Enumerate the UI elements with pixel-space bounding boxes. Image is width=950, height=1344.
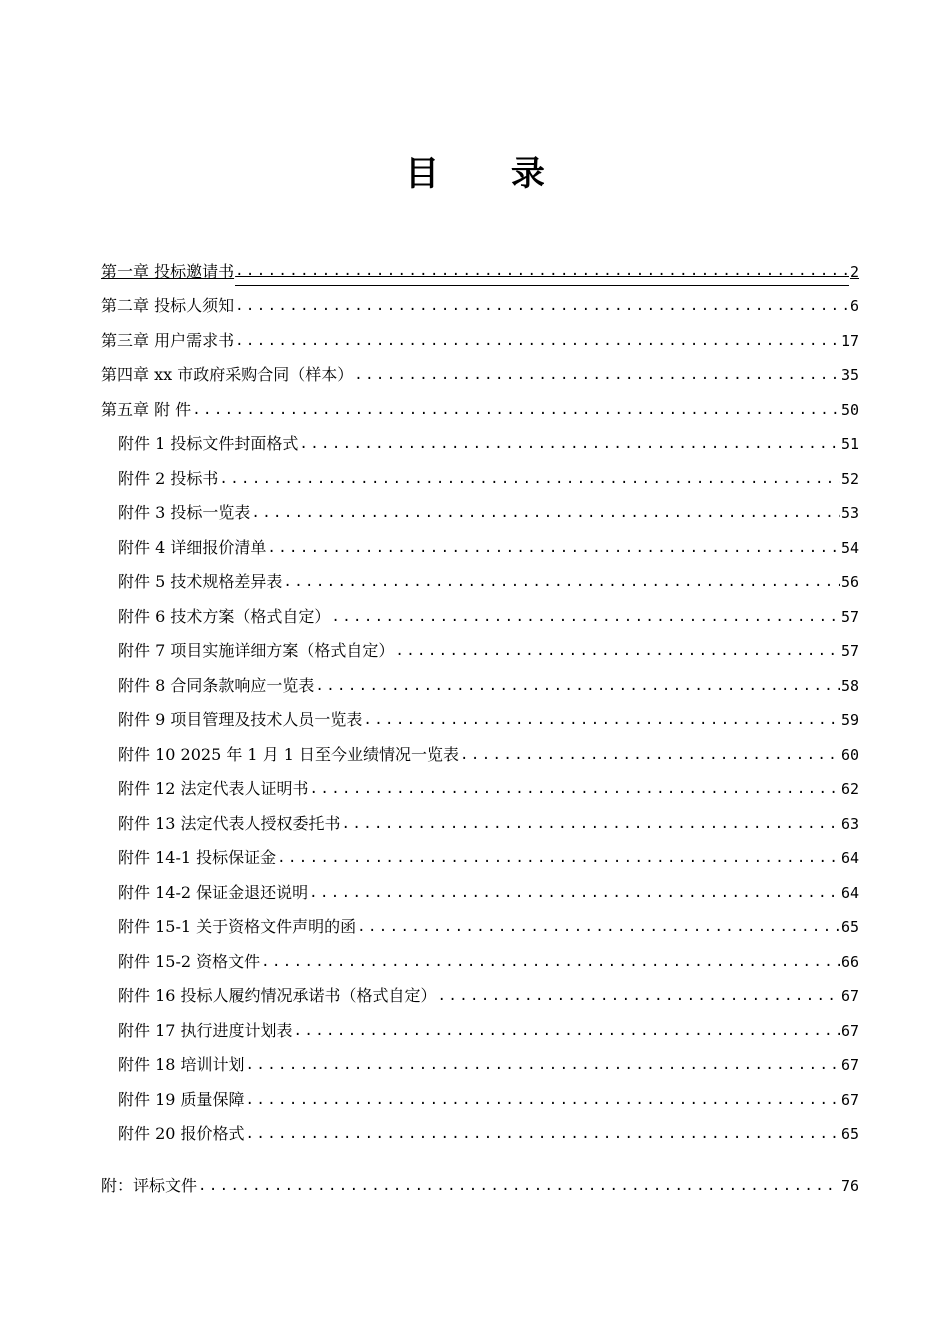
toc-entry-label: 附：评标文件 bbox=[101, 1175, 198, 1195]
toc-entry-label: 附件 9 项目管理及技术人员一览表 bbox=[118, 710, 363, 729]
toc-entry-label: 附件 14-2 保证金退还说明 bbox=[118, 882, 309, 902]
toc-entry-label: 附件 3 投标一览表 bbox=[118, 503, 251, 522]
toc-page-number: 64 bbox=[840, 883, 859, 902]
toc-entry-label: 附件 16 投标人履约情况承诺书（格式自定） bbox=[118, 986, 437, 1005]
toc-entry-label: 第五章 附 件 bbox=[101, 399, 192, 419]
toc-dot-leader bbox=[315, 672, 840, 700]
toc-page-number: 57 bbox=[840, 607, 859, 626]
toc-entry[interactable] bbox=[101, 872, 859, 907]
toc-entry-label: 附件 6 技术方案（格式自定） bbox=[118, 606, 331, 626]
toc-entry-label: 附件 19 质量保障 bbox=[118, 1089, 245, 1109]
toc-page-number: 35 bbox=[840, 366, 859, 384]
toc-page-number: 76 bbox=[840, 1176, 859, 1195]
toc-entry-label: 附件 17 执行进度计划表 bbox=[118, 1020, 293, 1040]
toc-dot-leader bbox=[219, 465, 840, 493]
toc-entry[interactable] bbox=[101, 976, 859, 1011]
toc-entry-label: 附件 7 项目实施详细方案（格式自定） bbox=[118, 641, 395, 660]
toc-dot-leader bbox=[354, 361, 840, 389]
toc-dot-leader bbox=[246, 1051, 840, 1079]
toc-page-number: 53 bbox=[840, 504, 859, 522]
toc-entry-label: 附件 12 法定代表人证明书 bbox=[118, 779, 309, 798]
toc-entry[interactable] bbox=[101, 838, 859, 873]
toc-entry[interactable] bbox=[101, 355, 859, 390]
toc-page-number: 62 bbox=[840, 780, 859, 798]
toc-dot-leader bbox=[267, 534, 840, 562]
toc-entry-label: 第二章 投标人须知 bbox=[101, 296, 235, 315]
toc-page-number: 60 bbox=[840, 745, 859, 764]
toc-page-number: 56 bbox=[840, 573, 859, 591]
toc-dot-leader bbox=[235, 327, 840, 355]
toc-dot-leader bbox=[192, 396, 840, 424]
toc-dot-leader bbox=[277, 844, 840, 872]
toc-entry[interactable] bbox=[101, 562, 859, 597]
toc-page-number: 63 bbox=[840, 814, 859, 833]
toc-dot-leader bbox=[438, 982, 840, 1010]
toc-entry[interactable] bbox=[101, 286, 859, 321]
toc-dot-leader bbox=[460, 741, 840, 769]
toc-entry[interactable] bbox=[101, 596, 859, 631]
toc-page-number: 59 bbox=[840, 711, 859, 729]
toc-entry[interactable] bbox=[101, 1079, 859, 1114]
toc-entry[interactable] bbox=[101, 631, 859, 666]
toc-page-number: 17 bbox=[840, 331, 859, 350]
toc-entry[interactable] bbox=[101, 1165, 859, 1200]
toc-page-number: 54 bbox=[840, 538, 859, 557]
toc-page-number: 67 bbox=[840, 1021, 859, 1040]
toc-entry[interactable] bbox=[101, 769, 859, 804]
toc-page-number: 67 bbox=[840, 1090, 859, 1109]
toc-page-number: 67 bbox=[840, 987, 859, 1005]
toc-entry[interactable] bbox=[101, 941, 859, 976]
toc-entry-label: 附件 15-2 资格文件 bbox=[118, 951, 261, 971]
toc-dot-leader bbox=[357, 913, 840, 941]
toc-dot-leader bbox=[294, 1017, 840, 1045]
toc-dot-leader bbox=[283, 568, 840, 596]
toc-page-number: 66 bbox=[840, 952, 859, 971]
toc-entry[interactable] bbox=[101, 1010, 859, 1045]
toc-entry-label: 第三章 用户需求书 bbox=[101, 330, 235, 350]
toc-page-number: 51 bbox=[840, 435, 859, 453]
toc-entry-label: 附件 14-1 投标保证金 bbox=[118, 848, 277, 867]
toc-entry[interactable] bbox=[101, 493, 859, 528]
toc-page-number: 67 bbox=[840, 1056, 859, 1074]
toc-entry-label: 第一章 投标邀请书 bbox=[101, 261, 235, 281]
toc-entry-label: 附件 20 报价格式 bbox=[118, 1124, 245, 1143]
toc-page-number: 57 bbox=[840, 642, 859, 660]
toc-page-number: 58 bbox=[840, 676, 859, 695]
toc-dot-leader bbox=[246, 1120, 840, 1148]
toc-entry[interactable] bbox=[101, 458, 859, 493]
toc-entry[interactable] bbox=[101, 700, 859, 735]
toc-dot-leader bbox=[246, 1086, 840, 1114]
toc-entry-label: 附件 4 详细报价清单 bbox=[118, 537, 267, 557]
toc-dot-leader bbox=[395, 637, 840, 665]
toc-entry[interactable] bbox=[101, 251, 859, 286]
toc-entry-label: 附件 13 法定代表人授权委托书 bbox=[118, 813, 341, 833]
toc-dot-leader bbox=[310, 775, 840, 803]
toc-page-number: 65 bbox=[840, 918, 859, 936]
toc-entry[interactable] bbox=[101, 320, 859, 355]
toc-dot-leader bbox=[261, 948, 840, 976]
toc-entry[interactable] bbox=[101, 1045, 859, 1080]
toc-entry[interactable] bbox=[101, 734, 859, 769]
toc-entry-label: 附件 8 合同条款响应一览表 bbox=[118, 675, 315, 695]
toc-dot-leader bbox=[198, 1172, 840, 1200]
toc-dot-leader bbox=[342, 810, 840, 838]
toc-dot-leader bbox=[299, 430, 840, 458]
toc-dot-leader bbox=[309, 879, 840, 907]
table-of-contents bbox=[101, 251, 859, 1200]
toc-entry[interactable] bbox=[101, 389, 859, 424]
toc-entry[interactable] bbox=[101, 1114, 859, 1149]
toc-entry-label: 附件 10 2025 年 1 月 1 日至今业绩情况一览表 bbox=[118, 744, 460, 764]
toc-entry-label: 第四章 xx 市政府采购合同（样本） bbox=[101, 365, 354, 384]
toc-page-number: 2 bbox=[849, 262, 859, 281]
toc-dot-leader bbox=[235, 292, 849, 320]
toc-entry-label: 附件 5 技术规格差异表 bbox=[118, 572, 283, 591]
toc-entry-label: 附件 2 投标书 bbox=[118, 468, 219, 488]
toc-entry-label: 附件 1 投标文件封面格式 bbox=[118, 434, 299, 453]
toc-page-number: 64 bbox=[840, 849, 859, 867]
toc-dot-leader bbox=[331, 603, 840, 631]
toc-entry-label: 附件 15-1 关于资格文件声明的函 bbox=[118, 917, 357, 936]
toc-dot-leader bbox=[363, 706, 840, 734]
toc-dot-leader bbox=[235, 257, 849, 286]
toc-page-number: 50 bbox=[840, 400, 859, 419]
toc-entry[interactable] bbox=[101, 907, 859, 942]
toc-entry[interactable] bbox=[101, 424, 859, 459]
toc-page-number: 6 bbox=[849, 297, 859, 315]
toc-entry[interactable] bbox=[101, 803, 859, 838]
toc-entry[interactable] bbox=[101, 665, 859, 700]
toc-page-number: 52 bbox=[840, 469, 859, 488]
toc-entry[interactable] bbox=[101, 527, 859, 562]
toc-page-number: 65 bbox=[840, 1125, 859, 1143]
toc-entry-label: 附件 18 培训计划 bbox=[118, 1055, 245, 1074]
toc-dot-leader bbox=[251, 499, 840, 527]
page-title: 目 录 bbox=[405, 154, 575, 194]
